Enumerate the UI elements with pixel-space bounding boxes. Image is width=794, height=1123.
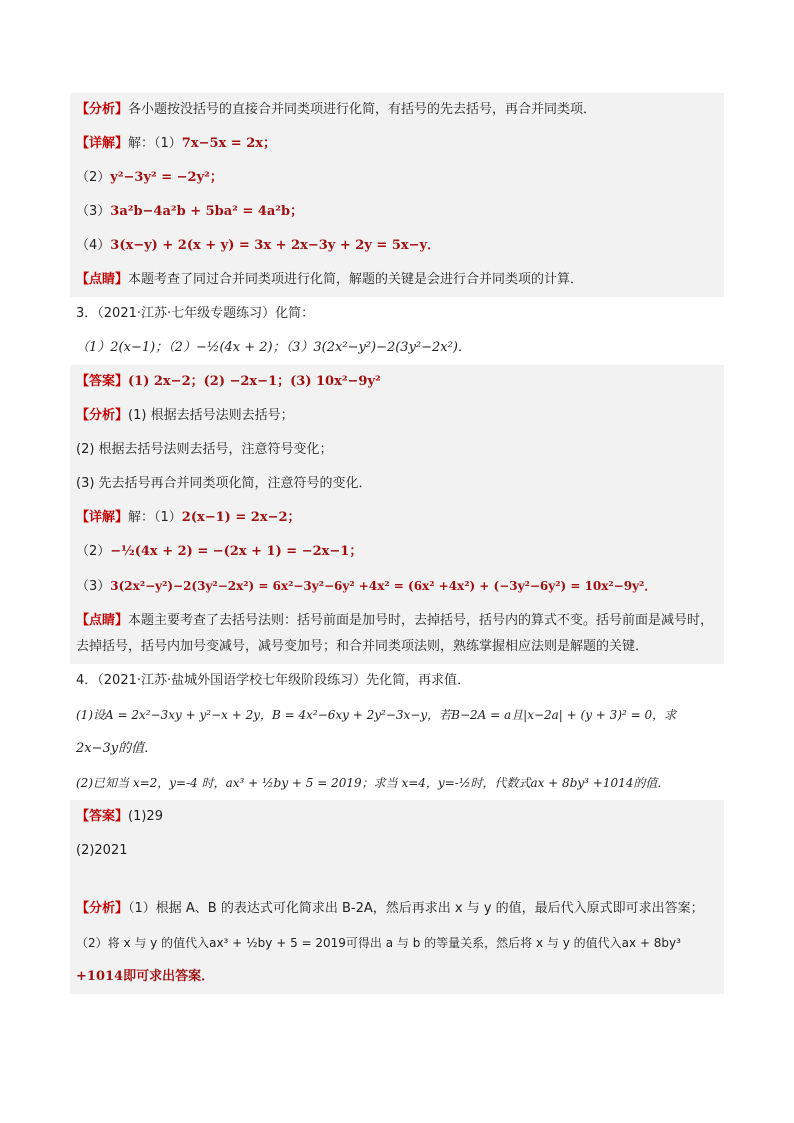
spacer: [70, 868, 724, 892]
q3-comment: 【点睛】本题主要考查了去括号法则：括号前面是加号时，去掉括号，括号内的算式不变。括号前面是减号时，去掉括号，括号内加号变减号，减号变加号；和合并同类项法则，熟练掌握相应法则是解题的关键．: [70, 604, 724, 664]
q4-answer-2: (2)2021: [70, 834, 724, 868]
q4-analysis-2b: +1014即可求出答案．: [70, 960, 724, 994]
q3-detail-1: 【详解】解：（1）2(x−1) = 2x−2；: [70, 501, 724, 535]
q3-analysis-2: (2) 根据去括号法则去括号，注意符号变化；: [70, 433, 724, 467]
comment-tag: 【点睛】: [76, 613, 129, 628]
q3-detail-2: （2）−½(4x + 2) = −(2x + 1) = −2x−1；: [70, 535, 724, 569]
q3-detail-3: （3）3(2x²−y²)−2(3y²−2x²) = 6x²−3y²−6y² +4x² = (6x² +4x²) + (−3y²−6y²) = 10x²−9y²．: [70, 569, 724, 604]
detail-tag: 【详解】: [76, 136, 129, 151]
q4-analysis-2a: （2）将 x 与 y 的值代入ax³ + ½by + 5 = 2019可得出 a 与 b 的等量关系，然后将 x 与 y 的值代入ax + 8by³: [70, 926, 724, 960]
document-page: [70, 93, 724, 994]
p1-comment: 【点睛】本题考查了同过合并同类项进行化简，解题的关键是会进行合并同类项的计算．: [70, 263, 724, 297]
p1-detail-2: （2）y²−3y² = −2y²；: [70, 161, 724, 195]
q3-parts: （1）2(x−1)；（2）−½(4x + 2)；（3）3(2x²−y²)−2(3y²−2x²)．: [76, 340, 471, 355]
q3-answer: 【答案】(1) 2x−2；(2) −2x−1；(3) 10x²−9y²: [70, 365, 724, 399]
p1-detail-4: （4）3(x−y) + 2(x + y) = 3x + 2x−3y + 2y = 5x−y．: [70, 229, 724, 263]
q4-answer-1: 【答案】(1)29: [70, 800, 724, 834]
q3-stem: 3．（2021·江苏·七年级专题练习）化简：: [76, 306, 315, 321]
q3-analysis-1: 【分析】(1) 根据去括号法则去括号；: [70, 399, 724, 433]
q3-analysis-3: (3) 先去括号再合并同类项化简，注意符号的变化．: [70, 467, 724, 501]
comment-tag: 【点睛】: [76, 272, 129, 287]
analysis-tag: 【分析】: [76, 408, 129, 423]
p1-detail-1: 【详解】解：（1）7x−5x = 2x；: [70, 127, 724, 161]
analysis-tag: 【分析】: [76, 901, 129, 916]
q4-analysis-1: 【分析】（1）根据 A、B 的表达式可化简求出 B-2A，然后再求出 x 与 y 的值，最后代入原式即可求出答案；: [70, 892, 724, 926]
p1-detail-3: （3）3a²b−4a²b + 5ba² = 4a²b；: [70, 195, 724, 229]
q4-part1b: 2x−3y的值．: [76, 741, 158, 756]
answer-tag: 【答案】: [76, 374, 129, 389]
q4-stem: 4．（2021·江苏·盐城外国语学校七年级阶段练习）先化简，再求值．: [76, 673, 471, 688]
q4-part1a: (1)设A = 2x²−3xy + y²−x + 2y，B = 4x²−6xy + 2y²−3x−y，若B−2A = a且|x−2a| + (y + 3)² = 0，求: [76, 708, 677, 722]
q4-part2: (2)已知当 x=2，y=-4 时，ax³ + ½by + 5 = 2019；求当 x=4，y=-½时，代数式ax + 8by³ +1014的值．: [76, 776, 670, 790]
p1-analysis: 【分析】各小题按没括号的直接合并同类项进行化简，有括号的先去括号，再合并同类项．: [70, 93, 724, 127]
analysis-tag: 【分析】: [76, 102, 129, 117]
answer-tag: 【答案】: [76, 809, 129, 824]
detail-tag: 【详解】: [76, 510, 129, 525]
